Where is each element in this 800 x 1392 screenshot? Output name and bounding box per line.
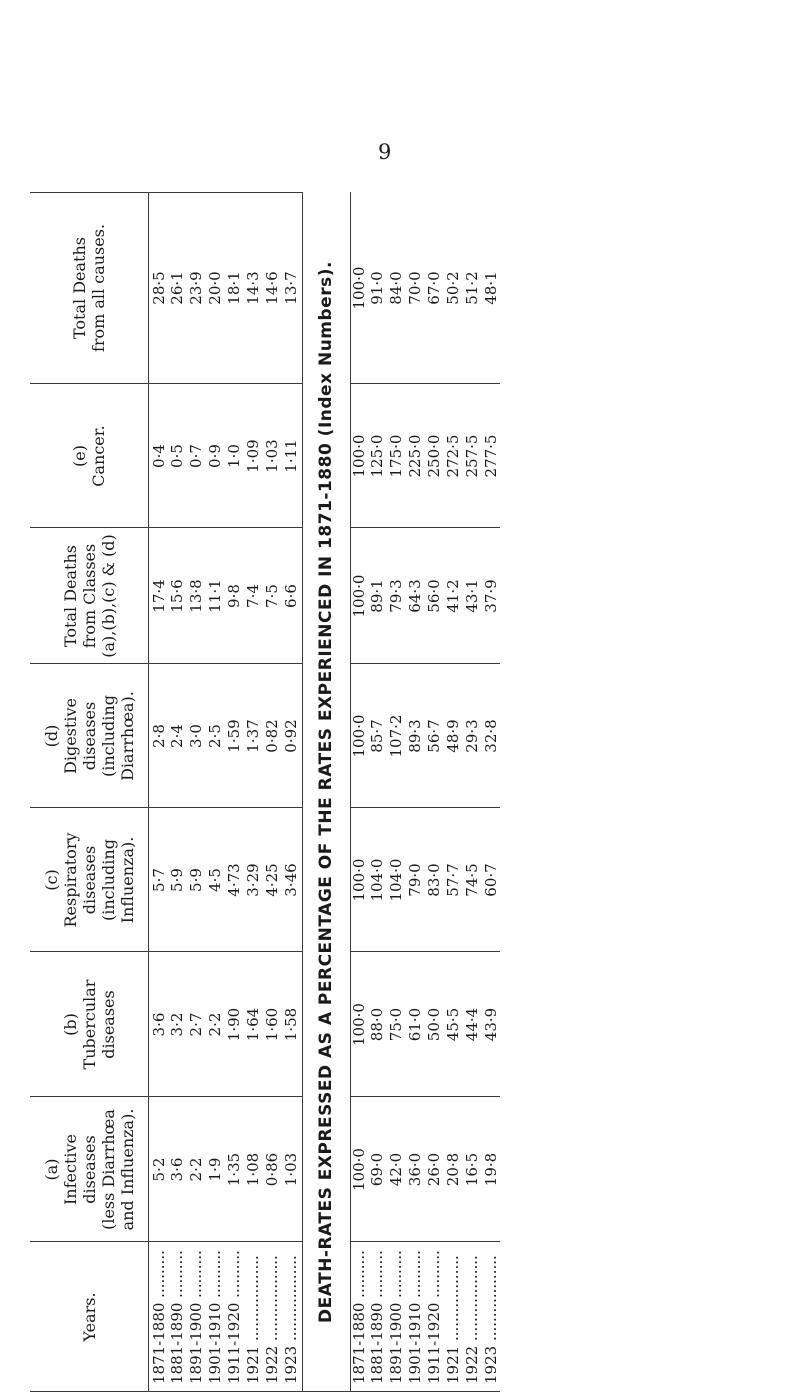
- index-cell-respiratory: 57·7: [444, 863, 462, 897]
- rate-cell-cancer: 0·9: [206, 444, 224, 468]
- index-cell-total-abcd: 43·1: [463, 579, 481, 613]
- index-cell-infective: 19·8: [482, 1152, 500, 1187]
- index-cell-tubercular: 75·0: [387, 1007, 405, 1042]
- rule-line: [350, 527, 500, 528]
- index-year-label: 1891-1900 ..........: [387, 1250, 405, 1384]
- rate-cell-respiratory: 3·46: [282, 863, 300, 897]
- index-year-label: 1911-1920 ..........: [425, 1250, 443, 1384]
- index-cell-total-all: 100·0: [350, 266, 368, 310]
- rate-cell-digestive: 0·82: [263, 719, 281, 753]
- section-2-title: DEATH-RATES EXPRESSED AS A PERCENTAGE OF THE RATES EXPERIENCED IN 1871-1880 (Index Numbers).: [316, 261, 336, 1323]
- rate-cell-infective: 1·35: [225, 1152, 243, 1187]
- rate-cell-digestive: 3·0: [187, 724, 205, 748]
- rate-year-label: 1911-1920 ..........: [225, 1250, 243, 1384]
- index-cell-total-all: 91·0: [368, 271, 386, 305]
- rate-cell-total-abcd: 7·4: [244, 584, 262, 608]
- index-cell-total-all: 67·0: [425, 271, 443, 305]
- rate-year-label: 1922 ..................: [263, 1255, 281, 1384]
- rule-line: [30, 192, 302, 193]
- rate-cell-infective: 3·6: [168, 1157, 186, 1182]
- rate-cell-tubercular: 1·58: [282, 1007, 300, 1042]
- index-year-label: 1901-1910 ..........: [406, 1250, 424, 1384]
- index-cell-cancer: 250·0: [425, 434, 443, 478]
- index-cell-infective: 42·0: [387, 1152, 405, 1187]
- page-number: 9: [378, 140, 392, 164]
- rate-year-label: 1871-1880 ..........: [150, 1250, 168, 1384]
- rate-cell-total-abcd: 13·8: [187, 579, 205, 613]
- index-cell-digestive: 32·8: [482, 719, 500, 753]
- rate-cell-cancer: 0·5: [168, 444, 186, 468]
- rule-line: [148, 192, 149, 1392]
- index-cell-cancer: 125·0: [368, 434, 386, 478]
- index-cell-digestive: 29·3: [463, 719, 481, 753]
- index-cell-respiratory: 79·0: [406, 863, 424, 897]
- rate-cell-cancer: 0·4: [150, 444, 168, 468]
- index-cell-tubercular: 88·0: [368, 1007, 386, 1042]
- rate-cell-total-all: 14·3: [244, 271, 262, 305]
- rule-line: [350, 192, 351, 1392]
- header-infective: (a) Infective diseases (less Diarrhœa and Influenza).: [41, 1108, 137, 1231]
- rate-cell-tubercular: 3·6: [150, 1012, 168, 1037]
- rate-cell-digestive: 2·8: [150, 724, 168, 748]
- rate-cell-cancer: 1·11: [282, 439, 300, 473]
- rate-cell-digestive: 0·92: [282, 719, 300, 753]
- index-year-label: 1923 ..................: [482, 1255, 500, 1384]
- rate-cell-tubercular: 2·7: [187, 1012, 205, 1037]
- index-cell-cancer: 277·5: [482, 434, 500, 478]
- index-cell-infective: 20·8: [444, 1152, 462, 1187]
- rate-year-label: 1901-1910 ..........: [206, 1250, 224, 1384]
- rate-cell-respiratory: 4·73: [225, 863, 243, 897]
- index-cell-respiratory: 83·0: [425, 863, 443, 897]
- index-cell-respiratory: 104·0: [368, 858, 386, 902]
- index-year-label: 1881-1890 ..........: [368, 1250, 386, 1384]
- rule-line: [30, 383, 302, 384]
- rule-line: [350, 807, 500, 808]
- header-total-all: Total Deaths from all causes.: [70, 223, 108, 353]
- rate-cell-total-all: 28·5: [150, 271, 168, 305]
- rate-cell-total-all: 23·9: [187, 271, 205, 305]
- header-cancer: (e) Cancer.: [70, 425, 108, 487]
- index-cell-cancer: 225·0: [406, 434, 424, 478]
- index-cell-tubercular: 45·5: [444, 1007, 462, 1042]
- rate-cell-cancer: 1·0: [225, 444, 243, 468]
- index-cell-infective: 36·0: [406, 1152, 424, 1187]
- rule-line: [350, 383, 500, 384]
- index-cell-total-all: 84·0: [387, 271, 405, 305]
- rate-cell-cancer: 1·09: [244, 439, 262, 473]
- index-cell-total-abcd: 56·0: [425, 579, 443, 613]
- rate-cell-respiratory: 4·5: [206, 868, 224, 892]
- rate-cell-total-abcd: 7·5: [263, 584, 281, 608]
- rate-cell-total-all: 13·7: [282, 271, 300, 305]
- rate-cell-respiratory: 4·25: [263, 863, 281, 897]
- header-digestive: (d) Digestive diseases (including Diarrhœa).: [41, 691, 137, 781]
- index-cell-infective: 100·0: [350, 1148, 368, 1191]
- index-cell-total-abcd: 100·0: [350, 574, 368, 618]
- rule-line: [30, 1096, 302, 1097]
- header-years: Years.: [79, 1292, 99, 1342]
- rule-line: [30, 527, 302, 528]
- rate-cell-tubercular: 2·2: [206, 1012, 224, 1037]
- rule-line: [30, 1241, 302, 1242]
- rate-year-label: 1891-1900 ..........: [187, 1250, 205, 1384]
- index-cell-tubercular: 50·0: [425, 1007, 443, 1042]
- index-cell-tubercular: 44·4: [463, 1007, 481, 1042]
- rate-cell-digestive: 1·59: [225, 719, 243, 753]
- rate-cell-respiratory: 3·29: [244, 863, 262, 897]
- rate-cell-respiratory: 5·9: [168, 868, 186, 892]
- index-cell-total-abcd: 79·3: [387, 579, 405, 613]
- index-year-label: 1871-1880 ..........: [350, 1250, 368, 1384]
- rate-cell-cancer: 1·03: [263, 439, 281, 473]
- index-cell-cancer: 272·5: [444, 434, 462, 478]
- header-tubercular: (b) Tubercular diseases: [60, 979, 118, 1070]
- index-cell-digestive: 107·2: [387, 714, 405, 758]
- rate-cell-infective: 5·2: [150, 1157, 168, 1182]
- rate-cell-infective: 0·86: [263, 1152, 281, 1187]
- index-cell-total-abcd: 89·1: [368, 579, 386, 613]
- index-cell-respiratory: 100·0: [350, 858, 368, 902]
- death-rates-table: [30, 192, 710, 1392]
- rate-cell-respiratory: 5·7: [150, 868, 168, 892]
- index-cell-tubercular: 61·0: [406, 1007, 424, 1042]
- index-cell-total-all: 48·1: [482, 271, 500, 305]
- rate-cell-cancer: 0·7: [187, 444, 205, 468]
- index-cell-cancer: 257·5: [463, 434, 481, 478]
- index-cell-digestive: 56·7: [425, 719, 443, 753]
- header-respiratory: (c) Respiratory diseases (including Influenza).: [41, 832, 137, 928]
- index-cell-infective: 16·5: [463, 1152, 481, 1187]
- index-cell-digestive: 85·7: [368, 719, 386, 753]
- index-cell-respiratory: 74·5: [463, 863, 481, 897]
- rate-cell-digestive: 2·5: [206, 724, 224, 748]
- rate-year-label: 1923 ..................: [282, 1255, 300, 1384]
- rate-cell-tubercular: 1·60: [263, 1007, 281, 1042]
- rate-cell-respiratory: 5·9: [187, 868, 205, 892]
- rate-cell-total-abcd: 6·6: [282, 584, 300, 608]
- rate-cell-tubercular: 1·90: [225, 1007, 243, 1042]
- index-year-label: 1921 ..................: [444, 1255, 462, 1384]
- index-cell-tubercular: 43·9: [482, 1007, 500, 1042]
- rate-cell-infective: 1·08: [244, 1152, 262, 1187]
- index-cell-respiratory: 104·0: [387, 858, 405, 902]
- header-total-abcd: Total Deaths from Classes (a),(b),(c) & (d): [60, 534, 118, 658]
- index-cell-total-all: 50·2: [444, 271, 462, 305]
- rate-cell-tubercular: 3·2: [168, 1012, 186, 1037]
- rate-cell-total-abcd: 11·1: [206, 579, 224, 613]
- rule-line: [350, 951, 500, 952]
- index-cell-total-abcd: 64·3: [406, 579, 424, 613]
- rule-line: [350, 1096, 500, 1097]
- rate-cell-total-all: 20·0: [206, 271, 224, 305]
- rate-cell-total-all: 26·1: [168, 271, 186, 305]
- index-cell-infective: 69·0: [368, 1152, 386, 1187]
- index-cell-respiratory: 60·7: [482, 863, 500, 897]
- index-cell-digestive: 100·0: [350, 714, 368, 758]
- rate-cell-total-abcd: 15·6: [168, 579, 186, 613]
- rate-cell-infective: 2·2: [187, 1157, 205, 1182]
- rule-line: [30, 663, 302, 664]
- index-cell-total-abcd: 37·9: [482, 579, 500, 613]
- rate-cell-total-abcd: 17·4: [150, 579, 168, 613]
- rate-cell-total-all: 18·1: [225, 271, 243, 305]
- rate-cell-infective: 1·9: [206, 1157, 224, 1182]
- index-cell-total-abcd: 41·2: [444, 579, 462, 613]
- index-year-label: 1922 ..................: [463, 1255, 481, 1384]
- index-cell-digestive: 89·3: [406, 719, 424, 753]
- index-cell-digestive: 48·9: [444, 719, 462, 753]
- index-cell-infective: 26·0: [425, 1152, 443, 1187]
- rate-cell-digestive: 2·4: [168, 724, 186, 748]
- rule-line: [350, 1241, 500, 1242]
- rate-cell-total-abcd: 9·8: [225, 584, 243, 608]
- rate-cell-tubercular: 1·64: [244, 1007, 262, 1042]
- index-cell-cancer: 100·0: [350, 434, 368, 478]
- rate-year-label: 1921 ..................: [244, 1255, 262, 1384]
- rule-line: [350, 663, 500, 664]
- index-cell-tubercular: 100·0: [350, 1003, 368, 1046]
- rate-year-label: 1881-1890 ..........: [168, 1250, 186, 1384]
- rule-line: [30, 951, 302, 952]
- rate-cell-digestive: 1·37: [244, 719, 262, 753]
- rate-cell-infective: 1·03: [282, 1152, 300, 1187]
- index-cell-cancer: 175·0: [387, 434, 405, 478]
- index-cell-total-all: 70·0: [406, 271, 424, 305]
- index-cell-total-all: 51·2: [463, 271, 481, 305]
- rule-line: [30, 807, 302, 808]
- rate-cell-total-all: 14·6: [263, 271, 281, 305]
